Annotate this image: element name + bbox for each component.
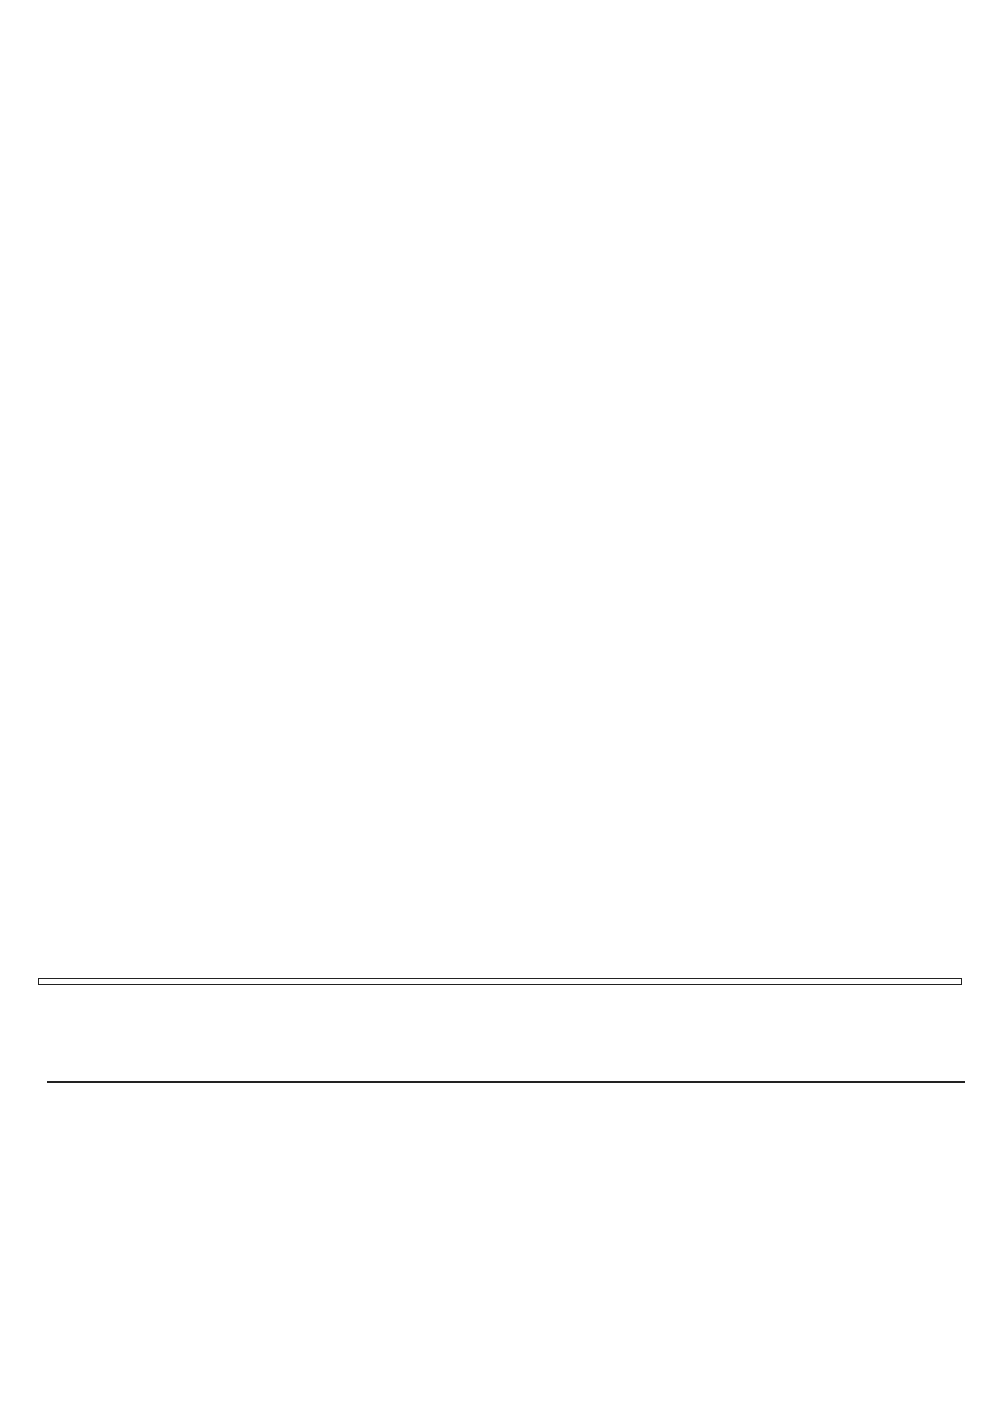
grammar-table <box>47 1081 965 1083</box>
task-number-column <box>48 1082 105 1083</box>
answer-column <box>750 1082 965 1083</box>
text-column <box>105 1082 591 1083</box>
keyword-column <box>591 1082 750 1083</box>
instructions-box <box>38 978 962 985</box>
grammar-row <box>48 1082 965 1083</box>
